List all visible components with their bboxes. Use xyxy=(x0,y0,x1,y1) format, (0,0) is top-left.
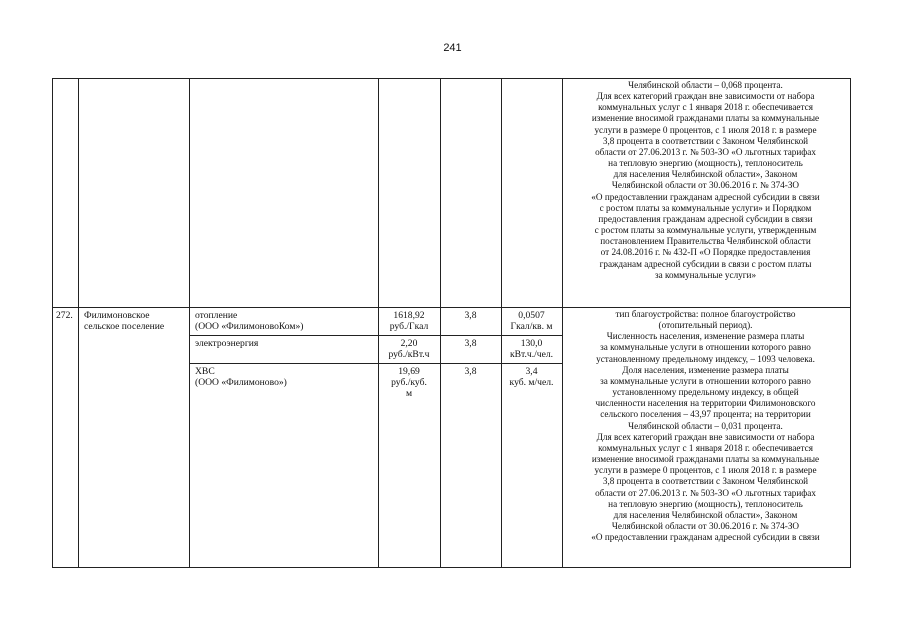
service-tariff xyxy=(378,338,440,360)
note-line: 3,8 процента в соответствии с Законом Челябинской xyxy=(602,135,809,146)
service-separator xyxy=(189,335,562,336)
note-line: с ростом платы за коммунальные услуги, утвержденным xyxy=(594,225,817,236)
table-border-top xyxy=(52,78,851,79)
note-line: Челябинской области от 30.06.2016 г. № 374-ЗО xyxy=(611,180,800,191)
column-rule xyxy=(189,78,190,568)
note-line: на тепловую энергию (мощность), теплоноситель xyxy=(608,158,803,169)
tariff-unit: руб./Гкал xyxy=(389,321,429,332)
service-volume xyxy=(501,338,562,360)
column-rule xyxy=(440,78,441,568)
service-name-line: электроэнергия xyxy=(195,338,259,349)
note-line: Для всех категорий граждан вне зависимости от набора xyxy=(596,431,815,442)
service-index: 3,8 xyxy=(464,366,477,377)
tariff-value: 2,20 xyxy=(400,338,418,349)
service-name-line: (ООО «ФилимоновоКом») xyxy=(195,321,304,332)
volume-value: 3,4 xyxy=(525,366,538,377)
note-line: области от 27.06.2013 г. № 503-ЗО «О льготных тарифах xyxy=(595,146,816,157)
note-line: «О предоставлении гражданам адресной субсидии в связи xyxy=(591,532,820,543)
volume-unit: Гкал/кв. м xyxy=(510,321,553,332)
notes-cell-continued xyxy=(562,80,849,281)
tariff-value: 1618,92 xyxy=(393,310,425,321)
volume-value: 0,0507 xyxy=(518,310,545,321)
note-line: (отопительный период). xyxy=(658,320,753,331)
tariff-unit: м xyxy=(405,388,413,399)
note-line: на тепловую энергию (мощность), теплоноситель xyxy=(608,498,803,509)
service-separator xyxy=(189,363,562,364)
row-number: 272. xyxy=(56,310,73,321)
note-line: предоставления гражданам адресной субсидии в связи xyxy=(598,213,813,224)
page-number: 241 xyxy=(443,42,462,54)
service-tariff xyxy=(378,366,440,399)
service-name xyxy=(195,310,303,332)
row-separator xyxy=(52,307,851,308)
service-tariff xyxy=(378,310,440,332)
note-line: изменение вносимой гражданами платы за коммунальные xyxy=(591,113,820,124)
note-line: Челябинской области от 30.06.2016 г. № 374-ЗО xyxy=(611,520,800,531)
service-name-line: ХВС xyxy=(195,366,215,377)
note-line: Для всех категорий граждан вне зависимости от набора xyxy=(596,91,815,102)
column-rule xyxy=(850,78,851,568)
settlement-name-line: сельское поселение xyxy=(84,321,165,332)
service-name xyxy=(195,366,287,388)
service-volume xyxy=(501,366,562,388)
service-name-line: (ООО «Филимоново») xyxy=(195,377,287,388)
note-line: от 24.08.2016 г. № 432-П «О Порядке предоставления xyxy=(600,247,811,258)
note-line: сельского поселения – 43,97 процента; на территории xyxy=(600,409,811,420)
tariff-table xyxy=(52,78,851,568)
tariff-value: 19,69 xyxy=(398,366,420,377)
note-line: для населения Челябинской области», Законом xyxy=(613,509,798,520)
note-line: коммунальных услуг с 1 января 2018 г. обеспечивается xyxy=(598,442,813,453)
tariff-unit: руб./кВт.ч xyxy=(388,349,430,360)
note-line: за коммунальные услуги» xyxy=(654,269,757,280)
note-line: для населения Челябинской области», Законом xyxy=(613,169,798,180)
volume-unit: куб. м/чел. xyxy=(509,377,554,388)
volume-value: 130,0 xyxy=(520,338,543,349)
note-line: услуги в размере 0 процентов, с 1 июля 2018 г. в размере xyxy=(594,465,817,476)
note-line: Челябинской области – 0,068 процента. xyxy=(628,80,783,90)
column-rule xyxy=(52,78,53,568)
note-line: установленному предельному индексу, – 1093 человека. xyxy=(596,353,815,364)
note-line: гражданам адресной субсидии в связи с ростом платы xyxy=(599,258,812,269)
note-line: Численность населения, изменение размера платы xyxy=(606,331,805,342)
note-line: коммунальных услуг с 1 января 2018 г. обеспечивается xyxy=(598,102,813,113)
note-line: Челябинской области – 0,031 процента. xyxy=(628,420,783,431)
service-name xyxy=(195,338,258,349)
service-name-line: отопление xyxy=(195,310,238,321)
note-line: области от 27.06.2013 г. № 503-ЗО «О льготных тарифах xyxy=(595,487,816,498)
service-volume xyxy=(501,310,562,332)
note-line: за коммунальные услуги в отношении которого равно xyxy=(600,342,811,353)
volume-unit: кВт.ч./чел. xyxy=(509,349,554,360)
settlement-name-line: Филимоновское xyxy=(84,310,150,321)
notes-cell xyxy=(562,309,849,543)
table-border-bottom xyxy=(52,567,851,568)
note-line: изменение вносимой гражданами платы за коммунальные xyxy=(591,454,820,465)
column-rule xyxy=(78,78,79,568)
note-line: Доля населения, изменение размера платы xyxy=(622,364,789,375)
note-line: с ростом платы за коммунальные услуги» и Порядком xyxy=(599,202,812,213)
service-index: 3,8 xyxy=(464,310,477,321)
tariff-unit: руб./куб. xyxy=(391,377,427,388)
note-line: численности населения на территории Филимоновского xyxy=(595,398,816,409)
note-line: услуги в размере 0 процентов, с 1 июля 2018 г. в размере xyxy=(594,124,817,135)
note-line: тип благоустройства: полное благоустройство xyxy=(615,309,796,319)
note-line: 3,8 процента в соответствии с Законом Челябинской xyxy=(602,476,809,487)
settlement-name xyxy=(84,310,164,332)
note-line: установленному предельному индексу, в общей xyxy=(612,387,799,398)
service-index: 3,8 xyxy=(464,338,477,349)
note-line: «О предоставлении гражданам адресной субсидии в связи xyxy=(591,191,820,202)
note-line: за коммунальные услуги в отношении которого равно xyxy=(600,375,811,386)
note-line: постановлением Правительства Челябинской области xyxy=(600,236,811,247)
